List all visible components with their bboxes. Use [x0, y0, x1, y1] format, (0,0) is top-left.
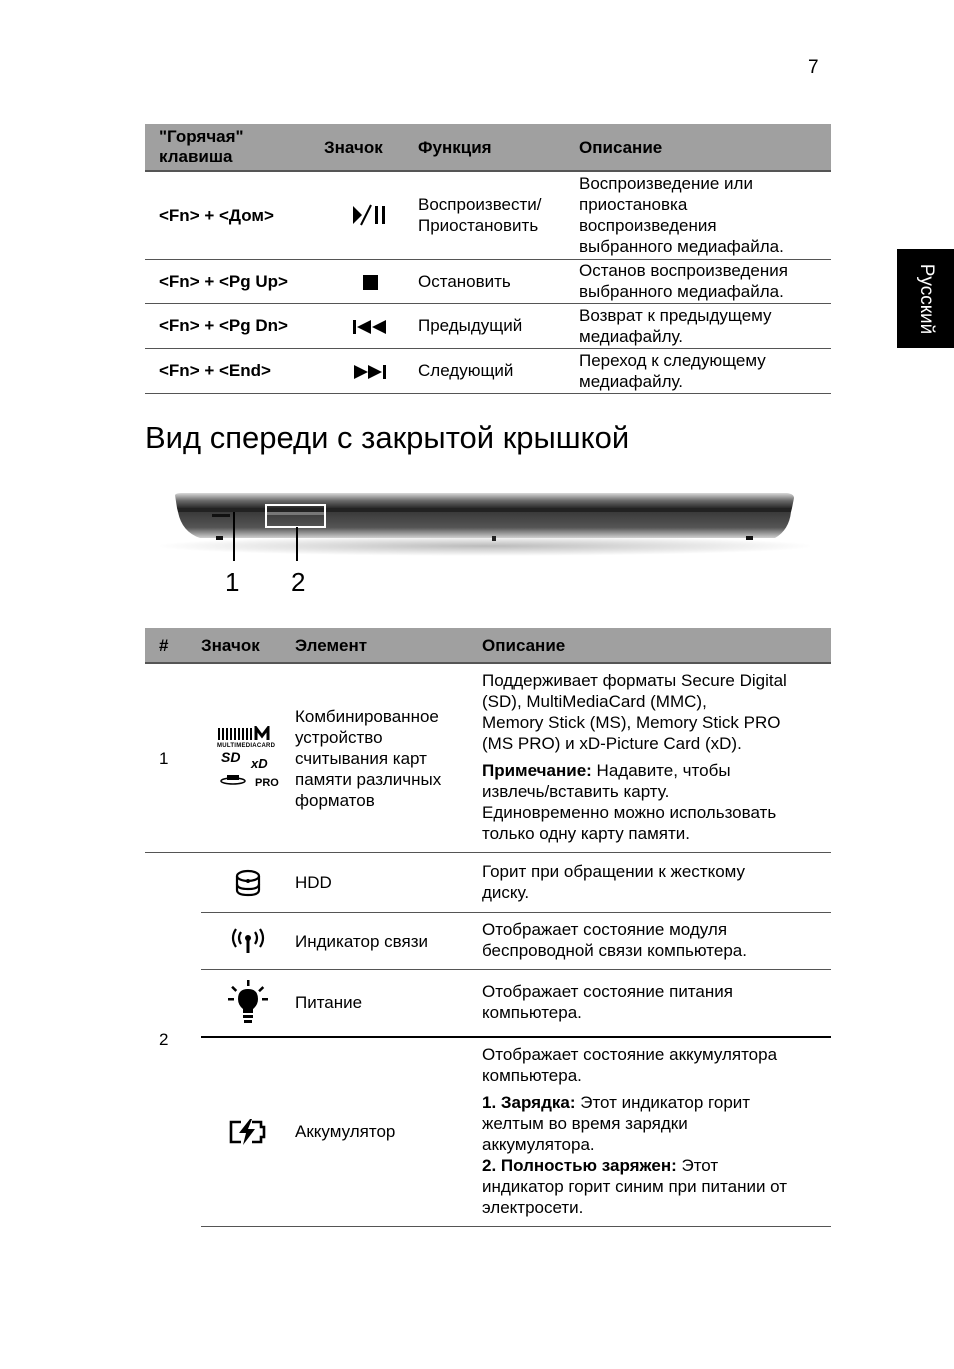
wireless-icon — [201, 913, 295, 970]
power-icon — [201, 970, 295, 1037]
previous-track-icon — [324, 303, 418, 348]
table-row — [145, 1037, 831, 1227]
laptop-front-illustration — [160, 486, 810, 598]
callout-number: 1 — [225, 567, 240, 597]
item-number: 2 — [159, 1030, 169, 1049]
charging-text: Этот индикатор горит желтым во время зарядки аккумулятора. — [482, 1092, 751, 1154]
function-description: Воспроизведение или приостановка воспроизведения выбранного медиафайла. — [579, 171, 831, 259]
header-icon: Значок — [201, 628, 295, 663]
element-description: Горит при обращении к жесткому диску. — [482, 853, 831, 913]
table-row — [145, 853, 831, 913]
header-number: # — [145, 628, 201, 663]
description-text: Отображает состояние аккумулятора компьютера. — [482, 1044, 778, 1085]
table-header-row — [145, 124, 831, 171]
element-description: Отображает состояние питания компьютера. — [482, 970, 831, 1037]
hotkey-label: <Fn> + <End> — [145, 348, 324, 393]
function-label: Следующий — [418, 348, 579, 393]
note-text: Надавите, чтобы извлечь/вставить карту. Единовременно можно использовать только одну карту памяти. — [482, 761, 777, 843]
function-description: Возврат к предыдущему медиафайлу. — [579, 303, 831, 348]
parts-table — [145, 628, 831, 1227]
logo-text: PRO — [255, 777, 279, 789]
language-tab — [897, 249, 954, 348]
battery-icon — [201, 1037, 295, 1227]
callout-number: 2 — [291, 567, 306, 597]
element-description — [482, 1037, 831, 1227]
table-row — [145, 970, 831, 1037]
stop-icon — [324, 259, 418, 303]
element-label: Питание — [295, 970, 482, 1037]
table-row — [145, 259, 831, 303]
page-number: 7 — [808, 57, 819, 78]
language-tab-label: Русский — [915, 263, 937, 334]
table-header-row — [145, 628, 831, 663]
logo-text: SD — [221, 749, 241, 765]
note-label: Примечание: — [482, 761, 592, 780]
table-row — [145, 663, 831, 853]
section-title: Вид спереди с закрытой крышкой — [145, 420, 630, 455]
table-row — [145, 171, 831, 259]
table-row — [145, 913, 831, 970]
next-track-icon — [324, 348, 418, 393]
item-number: 1 — [145, 663, 201, 853]
function-label: Воспроизвести/ Приостановить — [418, 171, 579, 259]
charging-label: 1. Зарядка: — [482, 1092, 576, 1112]
element-label: Аккумулятор — [295, 1037, 482, 1227]
hotkey-label: <Fn> + <Дом> — [145, 171, 324, 259]
element-description: Отображает состояние модуля беспроводной связи компьютера. — [482, 913, 831, 970]
header-hotkey: "Горячая" клавиша — [145, 124, 324, 171]
description-text: Поддерживает форматы Secure Digital (SD), MultiMediaCard (MMC), Memory Stick (MS), Memory Stick PRO (MS PRO) и xD-Picture Card (xD). — [482, 671, 787, 753]
table-row — [145, 348, 831, 393]
header-icon: Значок — [324, 124, 418, 171]
header-element: Элемент — [295, 628, 482, 663]
charging-status — [482, 1092, 831, 1218]
header-description: Описание — [579, 124, 831, 171]
element-description — [482, 663, 831, 853]
function-description: Останов воспроизведения выбранного медиафайла. — [579, 259, 831, 303]
full-charge-label: 2. Полностью заряжен: — [482, 1155, 677, 1175]
hdd-icon — [201, 853, 295, 913]
element-label: Индикатор связи — [295, 913, 482, 970]
element-label: Комбинированное устройство считывания карт памяти различных форматов — [295, 663, 482, 853]
full-charge-text: Этот индикатор горит синим при питании от электросети. — [482, 1155, 788, 1217]
hotkey-table — [145, 124, 831, 394]
header-function: Функция — [418, 124, 579, 171]
table-row — [145, 303, 831, 348]
hotkey-label: <Fn> + <Pg Up> — [145, 259, 324, 303]
function-label: Предыдущий — [418, 303, 579, 348]
element-label: HDD — [295, 853, 482, 913]
header-description: Описание — [482, 628, 831, 663]
card-reader-logos-icon — [201, 663, 295, 853]
logo-text: xD — [251, 756, 268, 771]
note — [482, 760, 831, 844]
function-label: Остановить — [418, 259, 579, 303]
hotkey-label: <Fn> + <Pg Dn> — [145, 303, 324, 348]
function-description: Переход к следующему медиафайлу. — [579, 348, 831, 393]
play-pause-icon — [324, 171, 418, 259]
logo-text: MULTIMEDIACARD — [217, 743, 275, 749]
